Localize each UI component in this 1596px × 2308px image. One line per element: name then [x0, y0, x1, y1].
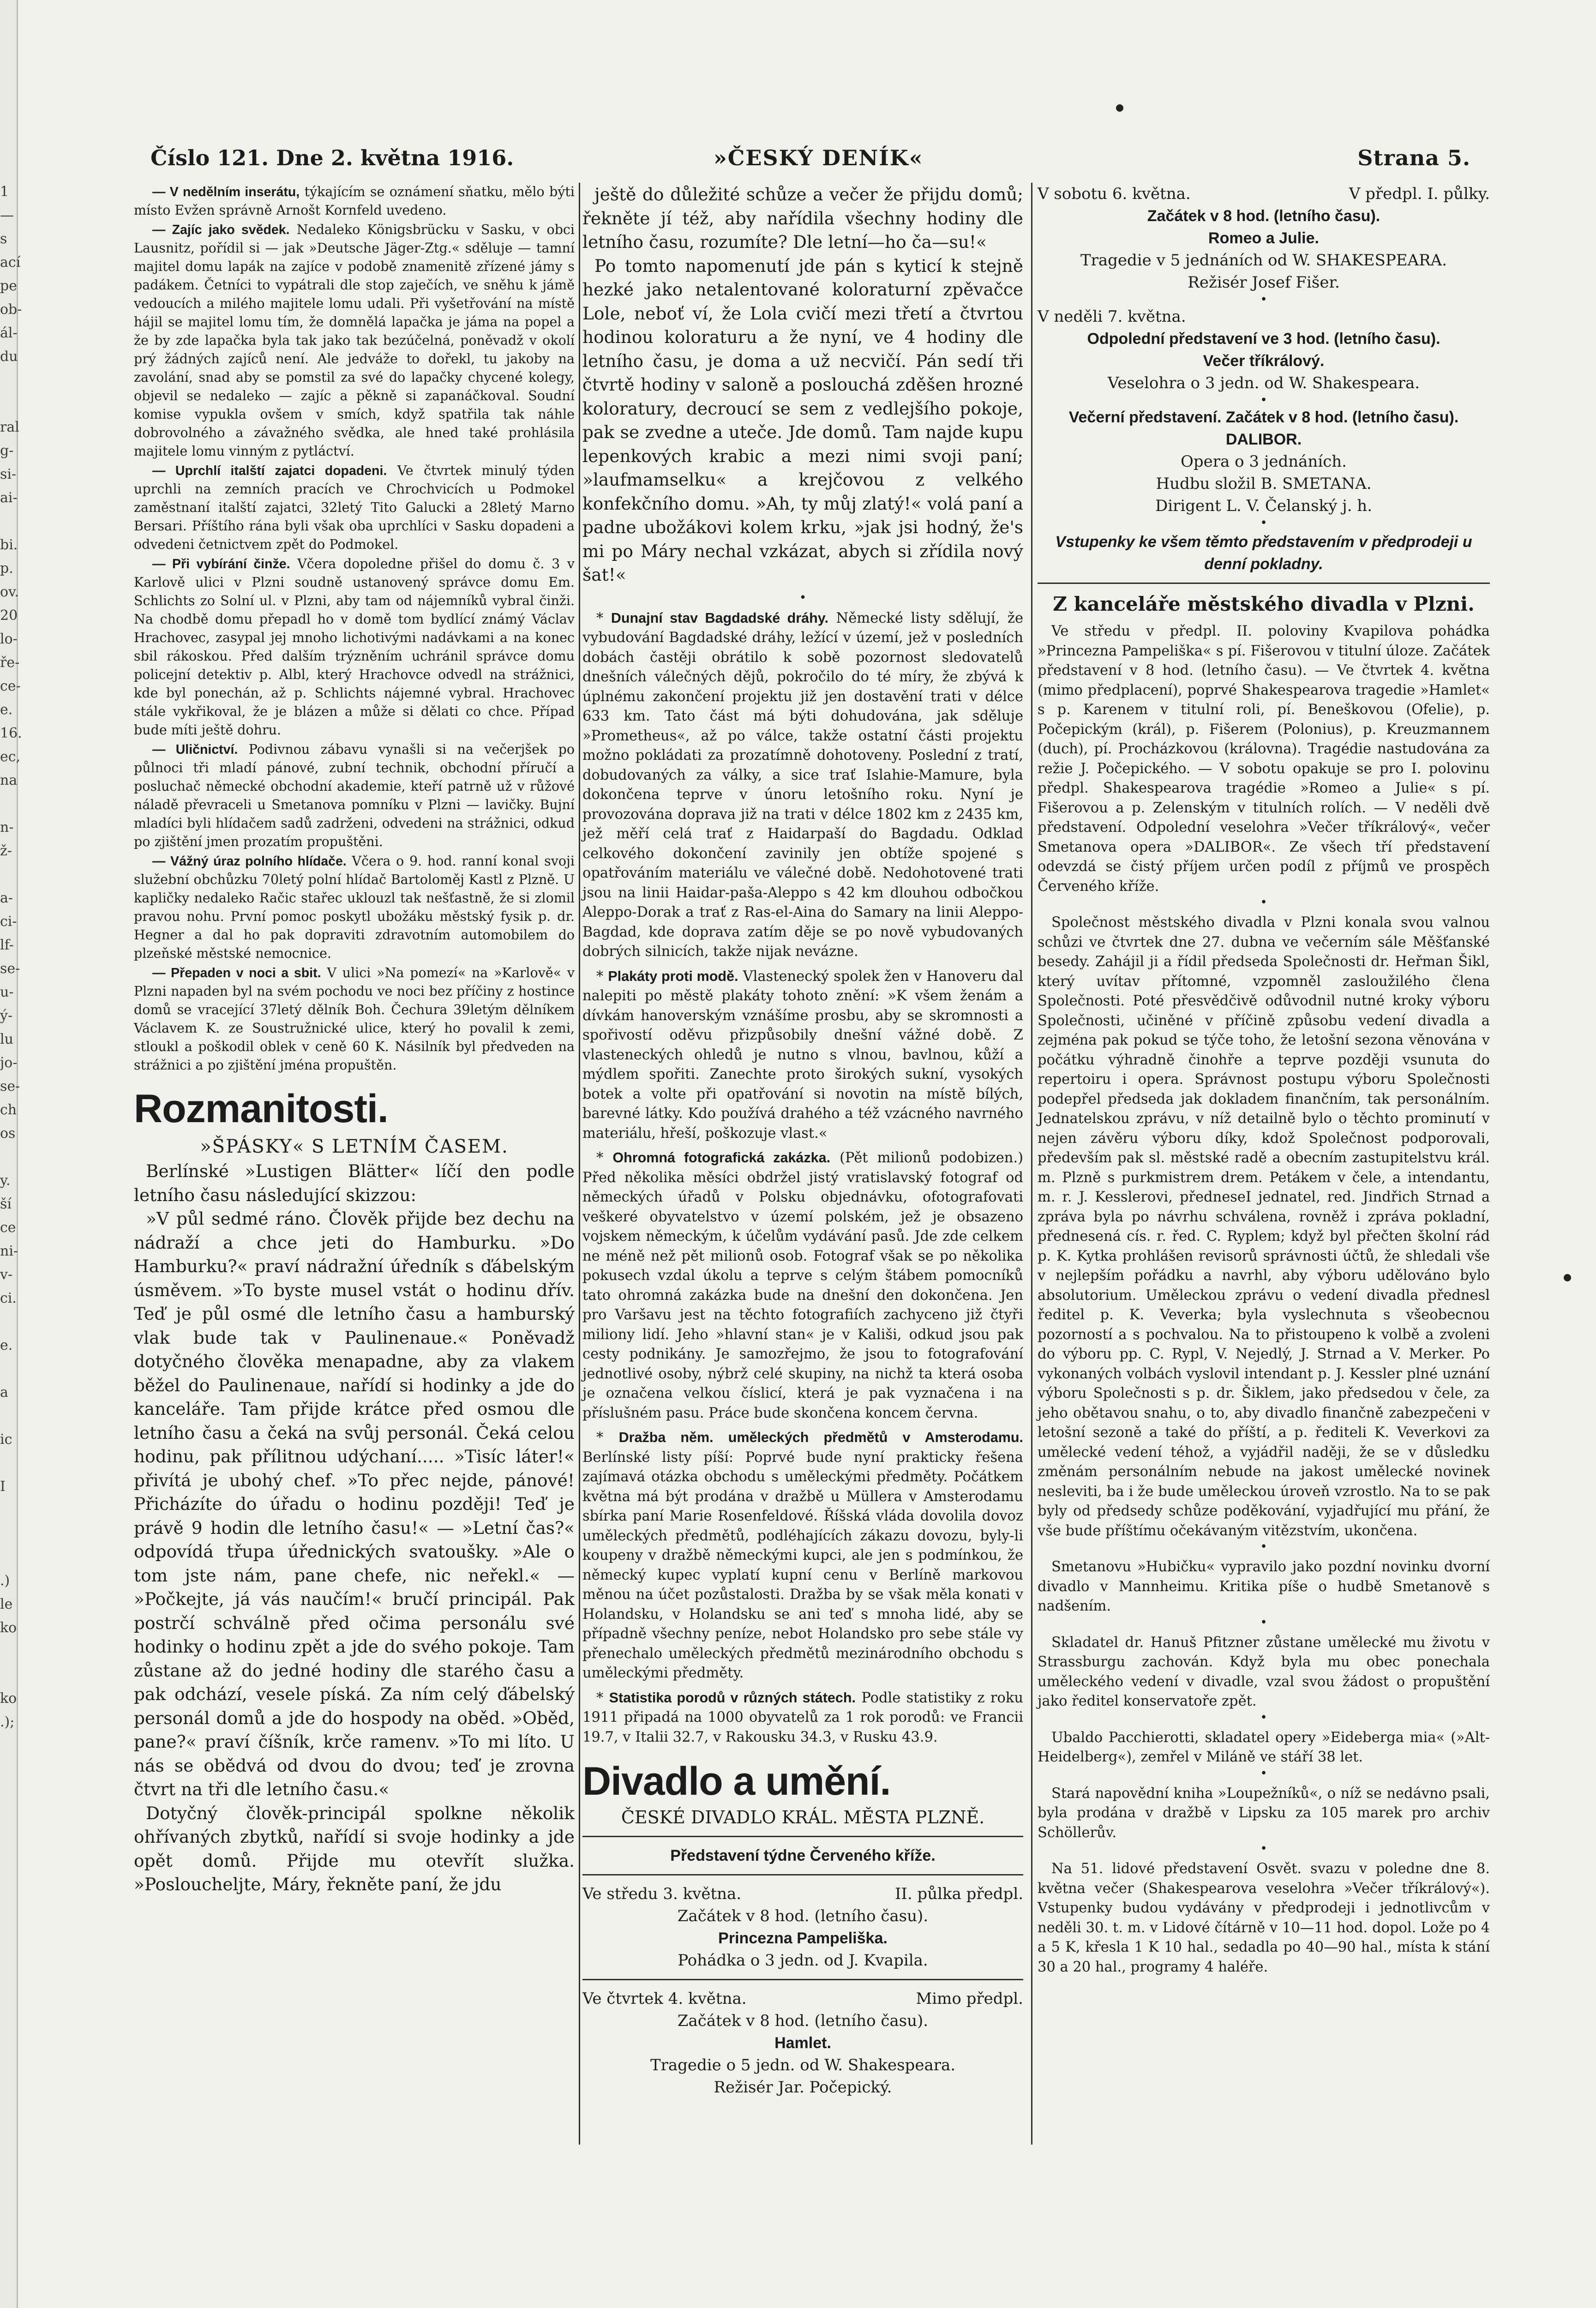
column-feuilleton-news	[582, 183, 1023, 2098]
margin-fragment: e.	[0, 702, 13, 718]
margin-fragment: jo-	[0, 1055, 18, 1071]
margin-fragment	[0, 1663, 17, 1687]
margin-fragment: lo-	[0, 631, 18, 647]
margin-fragment	[0, 368, 17, 392]
program-title: Večer tříkrálový.	[1203, 352, 1325, 370]
paragraph: Po tomto napomenutí jde pán s kyticí k stejně hezké jako netalentované koloraturní zpěvačce Lole, neboť ví, že Lola cvičí mezi třetí a čtvrtou hodinou koloraturu a že nyní, ve 4 hodiny dle letního času, je doma a už necvičí. Pán sedí tři čtvrtě hodiny v saloně a poslouchá zděšen hrozné koloratury, decroucí se sem z vedlejšího pokoje, pak se zvedne a uteče. Jde domů. Tam najde kupu lepenkových krabic a mezi nimi svoji paní; »laufmamselku« a krejčovou z velkého konfekčního domu. »Ah, ty můj zlatý!« volá paní a padne ubožákovi kolem krku, »jak jsi hodný, že's mi po Máry nechal vzkázat, abych si zřídila nový šat!«	[582, 255, 1023, 585]
news-item: * Dražba něm. uměleckých předmětů v Amsterodamu. Berlínské listy píší: Poprvé bude nyní prakticky řešena zajímavá otázka obchodu s uměleckými předměty. Počátkem května má být prodána v dražbě u Müllera v Amsterodamu sbírka paní Marie Rosenfeldové. Říšská vláda dovolila dovoz uměleckých předmětů, podléhajících zákazu dovozu, byly-li koupeny v dražbě německými kupci, ale jen s podmínkou, že německý kupec vyplatí kupní cenu v Berlíně markovou měnou na účet pozůstalosti. Dražba by se však měla konati v Holandsku, v Holandsku se ani teď s mnoha lidé, aby se případně všechny peníze, nebot Holandsko pro sebe stále vy přenechalo uměleckých předmětů mezinárodního obchodu s uměleckými předměty.	[582, 1430, 1023, 1681]
paragraph: Ve středu v předpl. II. poloviny Kvapilova pohádka »Princezna Pampeliška« s pí. Fišerovou v titulní úloze. Začátek představení v 8 hod. (letního času). — Ve čtvrtek 4. května (mimo předplacení), poprvé Shakespearova tragedie »Hamlet« s p. Karenem v titulní roli, pí. Beneškovou (Ofelie), p. Počepickým (král), p. Fišerem (Polonius), p. Kreuzmannem (duch), pí. Procházkovou (královna). Tragédie nastudována za režie J. Počepického. — V sobotu opakuje se pro I. polovinu předpl. Shakespearova tragédie »Romeo a Julie« s pí. Fišerovou a p. Zelenským v titulních rolích. — V neděli dvě představení. Odpolední veselohra »Večer tříkrálový«, večer Smetanova opera »DALIBOR«. Ze všech tří představení odevzdá se čistý příjem určen podíl z příjmů ve prospěch Červeného kříže.	[1038, 623, 1490, 895]
program-time: Odpolední představení ve 3 hod. (letního času).	[1087, 330, 1440, 348]
program-date: V neděli 7. května.	[1038, 307, 1186, 326]
margin-fragment: a-	[0, 890, 13, 906]
edge-dot-mark	[1564, 1274, 1571, 1281]
margin-fragment	[0, 1310, 17, 1334]
program-title: Princezna Pampeliška.	[718, 1929, 888, 1947]
separator-bullet: •	[1260, 393, 1267, 407]
program-row	[582, 1883, 1023, 1905]
margin-fragment: y.	[0, 1172, 11, 1189]
program-desc: Opera o 3 jednáních.	[1181, 452, 1347, 471]
program-title: DALIBOR.	[1225, 431, 1302, 448]
section-title-rozmanitosti: Rozmanitosti.	[134, 1087, 388, 1131]
margin-fragment: pe	[0, 278, 17, 294]
margin-fragment	[0, 1498, 17, 1522]
brief-item	[134, 555, 575, 739]
paragraph: »V půl sedmé ráno. Člověk přijde bez dechu na nádraží a chce jeti do Hamburku. »Do Hamburku?« praví nádražní úředník s ďábelským úsměvem. »To byste musel vstát o hodinu dřív. Teď je půl osmé dle letního času a hamburský vlak bude tak v Paulinenaue.« Poněvadž dotyčného člověka menapadne, aby za vlakem běžel do Paulinenaue, nařídí si hodinky a jde do kanceláře. Tam přijde krátce před osmou dle letního času a čeká na svůj personál. Čeká celou hodinu, pak přílitnou udýchaní..... »Tisíc láter!« přivítá je ubohý chef. »To přec nejde, pánové! Přicházíte do úřadu o hodinu později! Teď je právě 9 hodin dle letního času!« — »Letní čas?« odpovídá třupa úřednických svatoušky. »Ale o tom jste nám, pane chefe, nic neřekl.« — »Počkejte, já vás naučím!« bručí principál. Pak postrčí schválně před očima personálu své hodinky o hodinu zpět a jde do svého pokoje. Tam zůstane až do jedné hodiny dle starého času a pak odchází, vesele píská. Za ním celý ďábelský personál domů a jde do hospody na oběd. »Oběd, pane?« praví číšník, krče ramenv. »To mi líto. U nás se obědvá od dvou do dvou; teď je zrovna čtvrt na tři dle letního času.«	[134, 1208, 575, 1799]
issue-date: Číslo 121. Dne 2. května 1916.	[150, 145, 514, 170]
divider	[582, 1979, 1023, 1980]
margin-fragment: ci.	[0, 1290, 17, 1306]
program-subscription: Mimo předpl.	[916, 1989, 1023, 2008]
margin-fragment: ře-	[0, 655, 20, 671]
brief-text: V ulici »Na pomezí« na »Karlově« v Plzni napaden byl na svém pochodu ve noci bez příčiny z hostince domů se vracející 37letý dělník Boh. Čechura 39letým dělníkem Václavem K. ze Soustružnické ulice, který ho povalil k zemi, stloukl a poškodil oblek v ceně 60 K. Násilník byl předveden na strážnici a po zjištění jména propuštěn.	[134, 965, 575, 1073]
news-item: * Plakáty proti modě. Vlastenecký spolek žen v Hanoveru dal nalepiti po městě plakáty tohoto znění: »K všem ženám a dívkám hanoverským vznášíme prosbu, aby se skromnosti a spořivostí oděvu přizpůsobily dnešní vážné době. Z vlasteneckých ohledů je nutno s vlnou, bavlnou, kůží a mýdlem spořiti. Zanechte proto širokých sukní, vysokých botek a volte při opatřování si novotin na místě bílých, barevné látky. Kdo používá drahého a též vzácného navrného materiálu, hřeší, poškozuje vlast.«	[582, 968, 1023, 1142]
separator-bullet: •	[1260, 516, 1267, 530]
program-director: Režisér Jar. Počepický.	[714, 2078, 892, 2097]
program-date: V sobotu 6. května.	[1038, 185, 1191, 203]
program-time: Začátek v 8 hod. (letního času).	[677, 1907, 929, 1925]
theatre-name: ČESKÉ DIVADLO KRÁL. MĚSTA PLZNĚ.	[621, 1807, 985, 1827]
margin-fragment: p.	[0, 560, 13, 577]
brief-title: — Přepaden v noci a sbit.	[152, 966, 321, 980]
brief-text: Včera dopoledne přišel do domu č. 3 v Karlově ulici v Plzni soudně ustanovený správce domu Em. Schlichts zo Solní ul. v Plzni, aby tam od nájemníků vybral činži. Na chodbě domu přepadl ho v domě tom bydlící známý Václav Hrachovec, zasypal jej mnoho lichotivými nadávkami a na konec sbil rákoskou. Před dalším trýzněním uchránil správce domu policejní detektiv p. Albl, který Hrachovce odvedl na strážnici, kde byl ponechán, až p. Schlichts nájemné vybral. Hrachovec stále vykřikoval, že je blázen a může si dělati co chce. Případ bude míti ještě dohru.	[134, 556, 575, 738]
margin-fragment: si-	[0, 466, 17, 482]
margin-fragment: le	[0, 1596, 13, 1612]
running-head	[146, 138, 1489, 177]
program-row	[582, 1988, 1023, 2010]
margin-fragment: .)	[0, 1573, 10, 1589]
news-text: (Pět milionů podobizen.) Před několika měsíci obdržel jistý vratislavský fotograf od německých úřadů v Polsku objednávku, ofotografovati veškeré obyvatelstvo v území polském, jež je obsazeno vojskem německým, k účelům vydávání pasů. Jde zde celkem ne méně než pět milionů osob. Fotograf však se po několika pokusech vzdal úkolu a teprve s celým štábem pomocníků tato ohromná zakázka bude na dnešní den dokončena. Jen pro Varšavu jest na těchto fotografiích zachyceno již čtyři miliony lidí. Jeho »hlavní stan« je v Kališi, odkud jsou pak cesty podnikány. Je samozřejmo, že jsou to fotografování jednotlivé osoby, nýbrž celé skupiny, na nichž ta která osoba je označena velkou číslicí, která je pak vyznačena i na příslušném pasu. Práce bude skončena koncem června.	[582, 1150, 1023, 1421]
margin-fragment: ob-	[0, 301, 22, 318]
margin-fragment: n-	[0, 819, 14, 835]
brief-item	[134, 462, 575, 554]
margin-fragment	[0, 1451, 17, 1475]
program-time: Večerní představení. Začátek v 8 hod. (letního času).	[1068, 409, 1459, 426]
masthead-title: »ČESKÝ DENÍK«	[714, 145, 924, 170]
brief-item	[134, 740, 575, 851]
margin-fragment: ic	[0, 1431, 12, 1448]
margin-fragment: ý-	[0, 1008, 13, 1024]
news-text: Vlastenecký spolek žen v Hanoveru dal nalepiti po městě plakáty tohoto znění: »K všem ženám a dívkám hanoverským vznášíme prosbu, aby se skromnosti a spořivostí oděvu přizpůsobily dnešní vážné době. Z vlasteneckých ohledů je nutno s vlnou, bavlnou, kůží a mýdlem spořiti. Zanechte proto širokých sukní, vysokých botek a volte při opatřování si novotin na místě bílých, barevné látky. Kdo používá drahého a též vzácného navrného materiálu, hřeší, poškozuje vlast.«	[582, 968, 1023, 1142]
margin-fragment: lu	[0, 1031, 13, 1047]
program-date: Ve čtvrtek 4. května.	[582, 1989, 747, 2008]
program-desc: Tragedie o 5 jedn. od W. Shakespeara.	[650, 2056, 956, 2074]
margin-fragment	[0, 1145, 17, 1169]
margin-fragment: ch	[0, 1102, 17, 1118]
margin-fragment: bi.	[0, 537, 18, 553]
margin-fragment: ec,	[0, 749, 21, 765]
margin-fragment	[0, 1357, 17, 1381]
paragraph: Berlínské »Lustigen Blätter« líčí den podle letního času následující skizzou:	[134, 1161, 575, 1205]
news-title: Statistika porodů v různých státech.	[609, 1689, 856, 1706]
margin-fragment	[0, 510, 17, 533]
brief-text: Podivnou zábavu vynašli si na večerjšek po půlnoci tři mladí pánové, zubní technik, obchodní příručí a posluchač německé obchodní akademie, kteří patrně už v růžové náladě převraceli u Smetanova pomníku v Plzni — lavičky. Bujní mladíci byli hlídačem sadů zadrženi, odvedeni na strážnici, odkud po zjištění jmen prozatím propuštěni.	[134, 742, 575, 849]
margin-fragment	[0, 1522, 17, 1545]
margin-fragment: ací	[0, 254, 21, 270]
column-rule	[579, 183, 580, 2145]
program-director: Režisér Josef Fišer.	[1188, 273, 1340, 292]
brief-title: — Uličnictví.	[152, 742, 238, 757]
column-theatre	[1038, 183, 1490, 1977]
margin-fragment: 1	[0, 184, 9, 200]
separator-bullet: •	[1260, 1842, 1267, 1856]
brief-title: — Zajíc jako svědek.	[152, 222, 290, 237]
brief-text: Nedaleko Königsbrücku v Sasku, v obci Lausnitz, pořídil si — jak »Deutsche Jäger-Ztg.« sděluje — tamní majitel domu lapák na zajíce v podobě znamenitě zřízené jámy s padákem. Četníci to vypátrali dle stop zaječích, ve sněhu k jámě vedoucích a milého majitele lomu udali. Při vyšetřování na místě hájil se majitel lomu tím, že domnělá lapačka je jáma na popel a že by zde lapačka byla tak jako tak bezúčelná, poněvadž v okolí prý žádných zajíců není. Ale jedváže to dořekl, tu jakoby na zavolání, snad aby se pomstil za své do lapačky chycené kolegy, objevil se nedaleko — zajíc a pěkně si zapanáčkoval. Soudní komise vypukla ovšem v smích, když spatřila tak náhle dobrovolného a závažného svědka, ale hned také prohlásila majitele lomu vinným z pytláctví.	[134, 222, 575, 459]
program-title: Romeo a Julie.	[1208, 229, 1319, 247]
news-item: * Dunajní stav Bagdadské dráhy. Německé listy sdělují, že vybudování Bagdadské dráhy, ležící v území, jež v posledních dobách častěji obrátilo k sobě pozornost sledovatelů dnešních válečných dějů, pokročilo do té míry, že zbývá k úplnému zakončení projektu již jen dostavění trati v délce 633 km. Tato část má býti dohudována, jak sděluje »Prometheus«, až po válce, takže ostatní části projektu možno pokládati za prozatímně dohotoveny. Poslední z tratí, dobudovaných za války, a sice trať Islahie-Mamure, byla dokončena teprve v únoru letošního roku. Nyní je provozována doprava již na trati v délce 1802 km z 2435 km, jež měří celá trať z Haidarpaší do Bagdadu. Odklad celkového dokončení zavinily jen obtíže spojené s opatřováním materiálu ve válečné době. Nedohotovené trati jsou na linii Haidar-paša-Aleppo s 42 km dlouhou odbočkou Aleppo-Dorak a trať z Ras-el-Aina do Samary na linii Aleppo-Bagdad, kde doprava zatím děje se po nově vybudovaných dobrých silnicích, takže nijak nevázne.	[582, 610, 1023, 960]
margin-fragment: se-	[0, 1078, 20, 1094]
separator-bullet: •	[1260, 1540, 1267, 1554]
margin-fragment: ov.	[0, 584, 19, 600]
margin-fragment: du	[0, 349, 18, 365]
separator-bullet: •	[1260, 1766, 1267, 1780]
theatre-office-notes	[1038, 622, 1490, 1977]
news-title: Dražba něm. uměleckých předmětů v Amsterodamu.	[618, 1430, 1023, 1445]
program-desc: Veselohra o 3 jedn. od W. Shakespeara.	[1107, 374, 1420, 392]
news-item: * Ohromná fotografická zakázka. (Pět milionů podobizen.) Před několika měsíci obdržel jistý vratislavský fotograf od německých úřadů v Polsku objednávku, ofotografovati veškeré obyvatelstvo v území polském, jež je obsazeno vojskem německým, k účelům vydávání pasů. Jde zde celkem ne méně než pět milionů osob. Fotograf však se po několika pokusech vzdal úkolu a teprve s celým štábem pomocníků tato ohromná zakázka bude na dnešní den dokončena. Jen pro Varšavu jest na těchto fotografiích zachyceno již čtyři miliony lidí. Jeho »hlavní stan« je v Kališi, odkud jsou pak cesty podnikány. Je samozřejmo, že jsou to fotografování jednotlivé osoby, nýbrž celé skupiny, na nichž ta která osoba je označena velkou číslicí, která je pak vyznačena i na příslušném pasu. Práce bude skončena koncem června.	[582, 1150, 1023, 1421]
news-title: Ohromná fotografická zakázka.	[612, 1150, 831, 1166]
article-kicker: »ŠPÁSKY« S LETNÍM ČASEM.	[200, 1136, 509, 1157]
brief-title: — Uprchlí italští zajatci dopadeni.	[152, 463, 387, 478]
program-desc: Tragedie v 5 jednáních od W. SHAKESPEARA.	[1080, 251, 1447, 270]
program-date: Ve středu 3. května.	[582, 1885, 742, 1903]
margin-fragment: ral	[0, 419, 19, 435]
paragraph: Dotyčný člověk-principál spolkne několik ohřívaných zbytků, nařídí si svoje hodinky a jde opět domů. Přijde mu otevřít služka. »Posloucheljte, Máry, řekněte paní, že jdu	[134, 1803, 575, 1894]
margin-fragment: ce-	[0, 678, 21, 694]
margin-fragment	[0, 1545, 17, 1569]
margin-fragment: ce	[0, 1220, 16, 1236]
margin-fragment: e.	[0, 1337, 13, 1353]
previous-page-text-fragments	[0, 180, 22, 1734]
margin-fragment: 20	[0, 607, 18, 624]
separator-bullet: •	[1260, 896, 1267, 909]
page-dot-mark	[1116, 104, 1123, 112]
news-title: Plakáty proti modě.	[608, 968, 738, 984]
program-title: Hamlet.	[774, 2034, 831, 2052]
brief-item	[134, 964, 575, 1075]
margin-fragment: os	[0, 1125, 16, 1142]
news-item: * Statistika porodů v různých státech. Podle statistiky z roku 1911 připadá na 1000 obyvatelů za 1 rok porodů: ve Francii 19.7, v Italii 32.7, v Rakousku 34.3, v Rusku 43.9.	[582, 1689, 1023, 1745]
program-time: Začátek v 8 hod. (letního času).	[1147, 207, 1380, 225]
margin-fragment: —	[0, 207, 14, 223]
news-title: Dunajní stav Bagdadské dráhy.	[611, 610, 828, 626]
margin-fragment: u-	[0, 984, 14, 1000]
margin-fragment: na	[0, 772, 18, 788]
margin-fragment	[0, 863, 17, 886]
program-row	[1038, 306, 1490, 328]
paragraph: Na 51. lidové představení Osvět. svazu v poledne dne 8. května večer (Shakespearova veselohra »Večer tříkrálový«). Vstupenky budou vydávány v předprodeji i jednotlivcům v neděli 30. t. m. v Lidové čítárně v 10—11 hod. dopol. Lože po 4 a 5 K, křesla 1 K 10 hal., sedadla po 40—90 hal., místa k stání 30 a 20 hal., programy 4 haléře.	[1038, 1861, 1490, 1975]
program-subscription: II. půlka předpl.	[894, 1885, 1023, 1903]
margin-fragment	[0, 392, 17, 415]
separator-bullet: •	[799, 590, 807, 605]
margin-fragment: v-	[0, 1267, 13, 1283]
brief-item	[134, 852, 575, 963]
margin-fragment: ší	[0, 1196, 12, 1212]
article-continuation	[582, 183, 1023, 587]
margin-fragment: ko	[0, 1620, 17, 1636]
program-subscription: V předpl. I. půlky.	[1349, 185, 1490, 203]
brief-item	[134, 183, 575, 220]
weekly-program	[1038, 183, 1490, 529]
margin-fragment	[0, 792, 17, 816]
brief-title: — Vážný úraz polního hlídače.	[152, 854, 347, 869]
program-entries	[582, 1883, 1023, 2098]
separator-bullet: •	[1260, 293, 1267, 307]
paragraph: Skladatel dr. Hanuš Pfitzner zůstane umělecké mu životu v Strassburgu zachován. Když byla mu obec ponechala uměleckého vedení v divadle, vzal svou žádost o propuštění jako ředitel konservatoře zpět.	[1038, 1634, 1490, 1709]
separator-bullet: •	[1260, 1615, 1267, 1629]
page-number: Strana 5.	[1357, 145, 1470, 170]
margin-fragment	[0, 1404, 17, 1428]
program-time: Začátek v 8 hod. (letního času).	[677, 2012, 929, 2030]
program-row	[1038, 183, 1490, 205]
brief-text: týkajícím se oznámení sňatku, mělo býti místo Evžen správně Arnošt Kornfeld uvedeno.	[134, 184, 575, 218]
paragraph: ještě do důležité schůze a večer že přijdu domů; řekněte jí též, aby nařídila všechny hodiny dle letního času, rozumíte? Dle letní—ho ča—su!«	[582, 184, 1023, 252]
margin-fragment: s	[0, 231, 7, 247]
program-subtitle: Představení týdne Červeného kříže.	[670, 1847, 936, 1864]
brief-title: — V nedělním inserátu,	[152, 185, 300, 199]
margin-fragment: ko	[0, 1690, 17, 1707]
margin-fragment: ai-	[0, 490, 18, 506]
program-desc: Pohádka o 3 jedn. od J. Kvapila.	[678, 1951, 928, 1970]
margin-fragment: a	[0, 1384, 8, 1400]
column-local-news	[134, 183, 575, 1897]
ticket-note: Vstupenky ke všem těmto představením v předprodeji u denní pokladny.	[1055, 533, 1472, 573]
brief-title: — Při vybírání činže.	[152, 557, 290, 571]
margin-fragment: g-	[0, 443, 14, 459]
margin-fragment: ci-	[0, 914, 17, 930]
brief-text: Včera o 9. hod. ranní konal svoji služební obchůzku 70letý polní hlídač Bartoloměj Kastl z Plzně. U kapličky nedaleko Račic stařec uklouzl tak nešťastně, že si zlomil pravou nohu. První pomoc poskytl ubožáku městský fysik p. dr. Hegner a dal ho pak dopraviti zdravotním automobilem do plzeňské městské nemocnice.	[134, 853, 575, 961]
news-text: Německé listy sdělují, že vybudování Bagdadské dráhy, ležící v území, jež v posledních dobách častěji obrátilo k sobě pozornost sledovatelů dnešních válečných dějů, pokročilo do té míry, že zbývá k úplnému zakončení projektu již jen dostavění trati v délce 633 km. Tato část má býti dohudována, jak sděluje »Prometheus«, až po válce, takže ostatní části projektu možno pokládati za prozatímně dohotoveny. Poslední z tratí, dobudovaných za války, a sice trať Islahie-Mamure, byla dokončena teprve v únoru letošního roku. Nyní je provozována doprava již na trati v délce 1802 km z 2435 km, jež měří celá trať z Haidarpaší do Bagdadu. Odklad celkového dokončení zavinily jen obtíže spojené s opatřováním materiálu ve válečné době. Nedohotovené trati jsou na linii Haidar-paša-Aleppo s 42 km dlouhou odbočkou Aleppo-Dorak a trať z Ras-el-Aina do Samary na linii Aleppo-Bagdad, kde doprava zatím děje se po nově vybudovaných dobrých silnicích, takže nijak nevázne.	[582, 610, 1023, 960]
local-briefs	[134, 183, 575, 1075]
brief-text: Ve čtvrtek minulý týden uprchli na zemních pracích ve Chrochvicích u Podmokel zaměstnaní italští zajatci, 32letý Tito Galucki a 28letý Marno Bersari. Příštího rána byli však oba uprchlíci v Sasku dopadeni a odvedeni četnictvem zpět do Podmokel.	[134, 463, 575, 552]
paragraph: Společnost městského divadla v Plzni konala svou valnou schůzi ve čtvrtek dne 27. dubna ve večerním sále Měšťanské besedy. Zahájil ji a řídil předseda Společnosti dr. Heřman Šikl, který uvítav přítomné, vzpomněl zasloužilého člena Společnosti. Poté přesvědčivě odůvodnil nutné kroky výboru Společnosti, učiněné v příčině způsobu vedení divadla a zejména pak pokud se týče toho, že letošní sezona věnována v počátku výhradně činohře a teprve později vsunuta do repertoiru i opera. Správnost postupu výboru Společnosti podepřel předseda jak dokladem finančním, tak personálním. Jednatelskou zprávu, v níž detailně bylo o těchto prominutí v nejen závěru výboru díky, kdož Společnost podporovali, především pak sl. městské radě a obecním zastupitelstvu král. m. Plzně s purkmistrem drem. Petákem v čele, a intendantu, m. r. J. Kesslerovi, předneseI jednatel, red. Jindřich Strnad a zpráva byla po návrhu schválena, rovněž i zpráva pokladní, přednesená cís. r. řed. C. Ryplem; když byl přečten školní rád p. K. Kytka prohlášen revisorů správnosti účtů, že shledali vše v nejlepším pořádku a navrhl, aby výboru udělováno bylo absolutorium. Uměleckou zprávu o vedení divadla přednesl ředitel p. K. Veverka; byla vyslechnuta s všeobecnou pozorností a s pochvalou. Na to přistoupeno k volbě a zvoleni do výboru pp. C. Rypl, V. Nejedlý, J. Strnad a V. Merker. Po vykonaných volbách vyslovil intendant p. J. Kessler plné uznání výboru Společnosti s p. dr. Šiklem, jako předsedou v čele, za jeho obětavou snahu, o to, aby divadlo finančně zabezpečeni v letošní sezoně a také do příští, a p. řediteli K. Veverkovi za umělecké vedení téhož, a vyjádřil naději, že se v důsledku změnám personálním nebude na jakost umělecké novinek nesleviti, ba i že bude uměleckou úroveň vzrostlo. Na to se pak byly od předsedy schůze poděkování, vyjadřující mu přání, že vše bude příštímu očekávaným vitězstvím, ukončena.	[1038, 914, 1490, 1539]
paragraph: Smetanovu »Hubičku« vypravilo jako pozdní novinku dvorní divadlo v Mannheimu. Kritika píše o hudbě Smetanově s nadšením.	[1038, 1559, 1490, 1614]
section-title-divadlo: Divadlo a umění.	[582, 1759, 891, 1803]
paragraph: Ubaldo Pacchierotti, skladatel opery »Eideberga mia« (»Alt-Heidelberg«), zemřel v Miláně ve stáří 38 let.	[1038, 1729, 1490, 1765]
margin-fragment: 16.	[0, 725, 22, 741]
paragraph: Stará napovědní kniha »Loupežníků«, o níž se nedávno psali, byla prodána v dražbě v Lipsku za 105 marek pro archiv Schöllerův.	[1038, 1785, 1490, 1841]
news-text: Berlínské listy píší: Poprvé bude nyní prakticky řešena zajímavá otázka obchodu s uměleckými předměty. Počátkem května má být prodána v dražbě u Müllera v Amsterodamu sbírka paní Marie Rosenfeldové. Říšská vláda dovolila dovoz uměleckých předmětů, podléhajících zákazu dovozu, byly-li koupeny v dražbě německými kupci, ale jen s podmínkou, že německý kupec vyplatí kupní cenu v Berlíně markovou měnou na účet pozůstalosti. Dražba by se však měla konati v Holandsku, v Holandsku se ani teď s mnoha lidé, aby se případně všechny peníze, nebot Holandsko pro sebe stále vy přenechalo uměleckých předmětů mezinárodního obchodu s uměleckými předměty.	[582, 1449, 1023, 1681]
news-items	[582, 608, 1023, 1748]
previous-page-margin	[0, 0, 22, 2308]
brief-item	[134, 221, 575, 461]
separator-bullet: •	[1260, 1710, 1267, 1725]
program-conductor: Dirigent L. V. Čelanský j. h.	[1155, 497, 1373, 515]
program-composer: Hudbu složil B. SMETANA.	[1156, 475, 1372, 493]
margin-fragment: lf-	[0, 937, 14, 953]
divider	[582, 1874, 1023, 1875]
article-body	[134, 1160, 575, 1897]
margin-fragment: ž-	[0, 843, 12, 859]
divider	[582, 1836, 1023, 1837]
news-text: Podle statistiky z roku 1911 připadá na 1000 obyvatelů za 1 rok porodů: ve Francii 19.7, v Italii 32.7, v Rakousku 34.3, v Rusku 43.9.	[582, 1689, 1023, 1745]
margin-fragment: ni-	[0, 1243, 18, 1259]
margin-fragment	[0, 1640, 17, 1663]
margin-fragment: .);	[0, 1714, 15, 1730]
margin-fragment: se-	[0, 961, 20, 977]
divider	[1038, 583, 1490, 584]
column-rule	[1031, 183, 1032, 2145]
margin-fragment: I	[0, 1479, 6, 1495]
margin-fragment: ál-	[0, 325, 18, 341]
kancelar-title: Z kanceláře městského divadla v Plzni.	[1053, 593, 1475, 615]
